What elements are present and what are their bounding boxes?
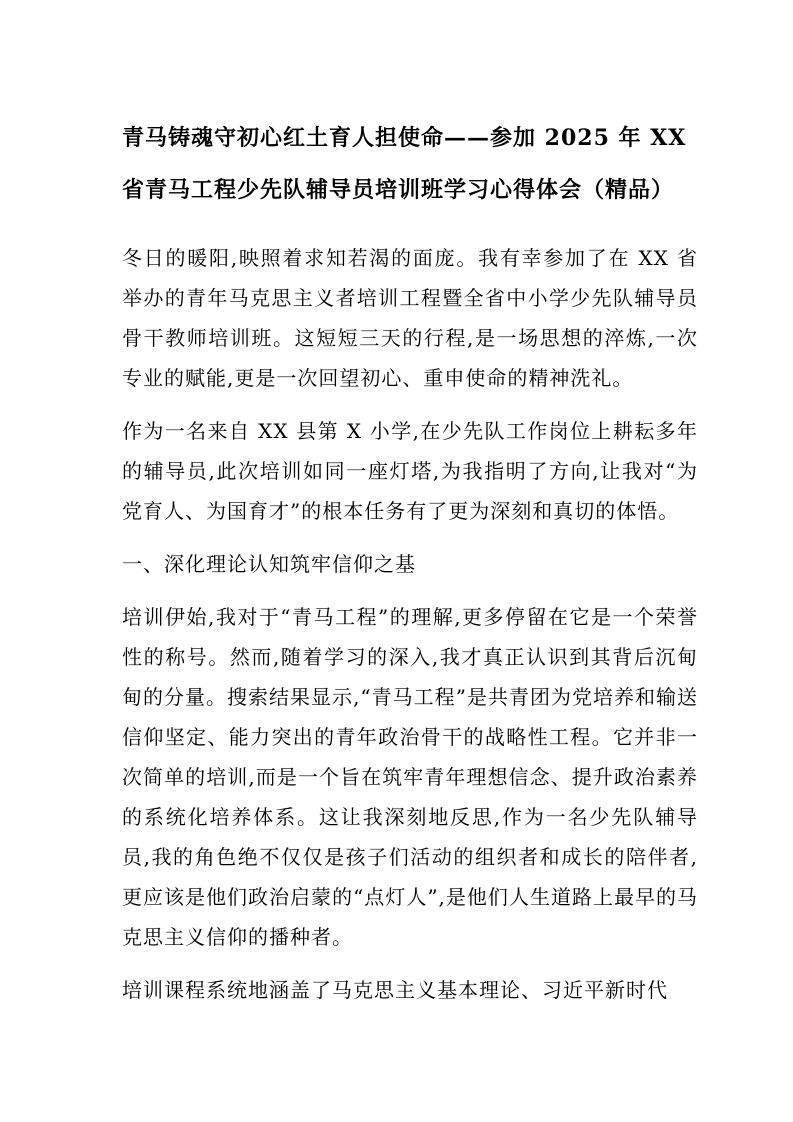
document-content [122,112,698,1010]
section-heading: 一、深化理论认知筑牢信仰之基 [122,552,416,576]
paragraph: 冬日的暖阳,映照着求知若渴的面庞。我有幸参加了在 XX 省举办的青年马克思主义者培训工程暨全省中小学少先队辅导员骨干教师培训班。这短短三天的行程,是一场思想的淬炼,一次专业的赋能,更是一次回望初心、重申使命的精神洗礼。 [122,246,698,390]
paragraph: 作为一名来自 XX 县第 X 小学,在少先队工作岗位上耕耘多年的辅导员,此次培训如同一座灯塔,为我指明了方向,让我对“为党育人、为国育才”的根本任务有了更为深刻和真切的体悟。 [122,419,698,523]
document-title: 青马铸魂守初心红土育人担使命——参加 2025 年 XX 省青马工程少先队辅导员培训班学习心得体会（精品） [122,125,687,203]
paragraph: 培训伊始,我对于“青马工程”的理解,更多停留在它是一个荣誉性的称号。然而,随着学习的深入,我才真正认识到其背后沉甸甸的分量。搜索结果显示,“青马工程”是共青团为党培养和输送信仰坚定、能力突出的青年政治骨干的战略性工程。它并非一次简单的培训,而是一个旨在筑牢青年理想信念、提升政治素养的系统化培养体系。这让我深刻地反思,作为一名少先队辅导员,我的角色绝不仅仅是孩子们活动的组织者和成长的陪伴者,更应该是他们政治启蒙的“点灯人”,是他们人生道路上最早的马克思主义信仰的播种者。 [122,605,698,949]
document-paragraphs [122,238,698,1010]
paragraph: 培训课程系统地涵盖了马克思主义基本理论、习近平新时代 [122,978,668,1002]
